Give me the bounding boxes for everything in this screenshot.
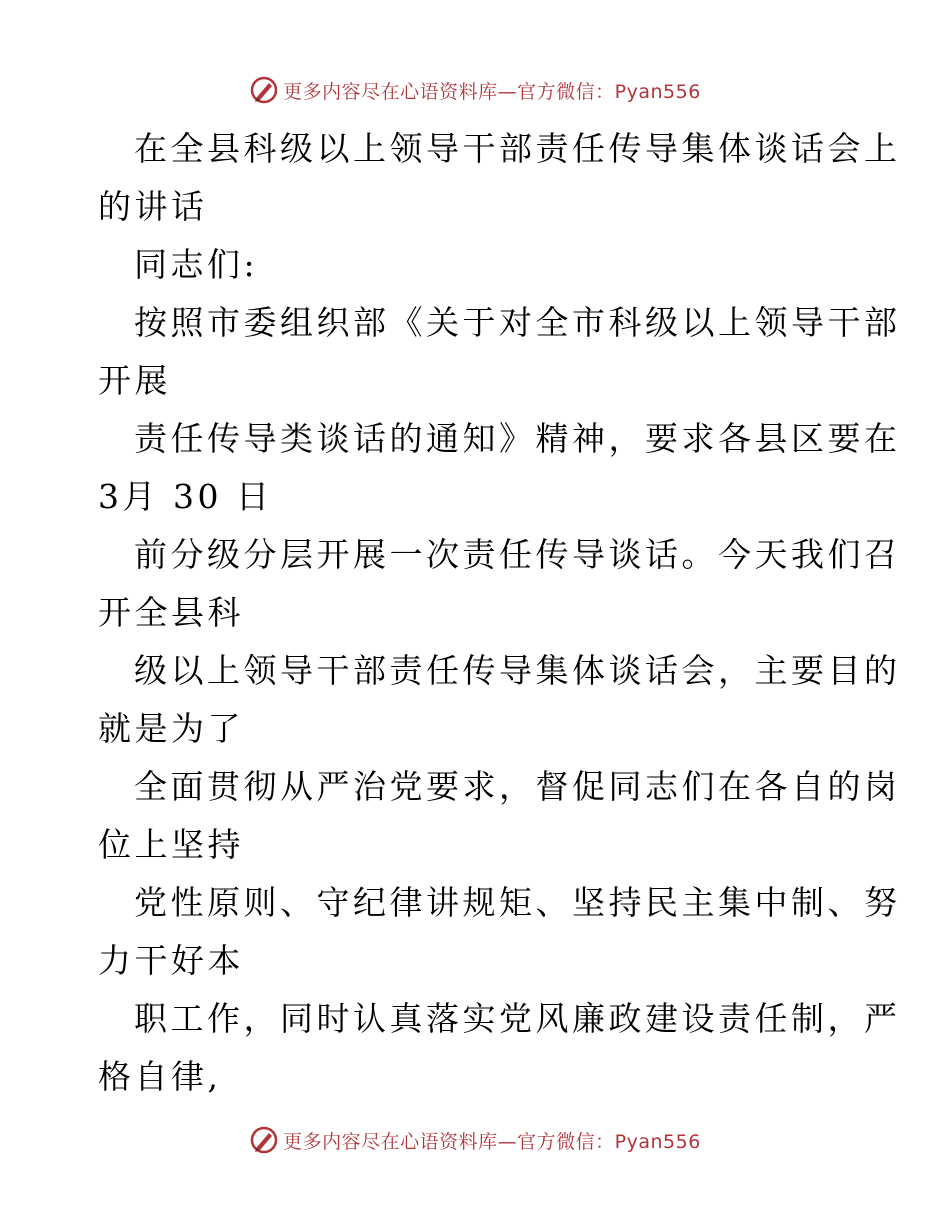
text-line: 按照市委组织部《关于对全市科级以上领导干部 — [134, 303, 901, 342]
pen-logo-icon — [249, 1125, 279, 1155]
text-line: 在全县科级以上领导干部责任传导集体谈话会上 — [134, 129, 901, 168]
text-line: 力干好本 — [98, 941, 244, 980]
footer-watermark — [0, 1120, 950, 1160]
text-line: 同志们: — [134, 245, 259, 284]
text-line: 党性原则、守纪律讲规矩、坚持民主集中制、努 — [134, 883, 901, 922]
text-line: 格自律, — [98, 1057, 222, 1096]
text-line: 责任传导类谈话的通知》精神，要求各县区要在 — [134, 419, 901, 458]
watermark-text: 更多内容尽在心语资料库—官方微信：Pyan556 — [283, 1130, 701, 1153]
header-watermark — [0, 70, 950, 110]
text-line: 开展 — [98, 361, 171, 400]
text-line: 开全县科 — [98, 593, 244, 632]
text-line: 前分级分层开展一次责任传导谈话。今天我们召 — [134, 535, 901, 574]
text-line: 就是为了 — [98, 709, 244, 748]
text-line: 全面贯彻从严治党要求，督促同志们在各自的岗 — [134, 767, 901, 806]
text-line: 3月 30 日 — [98, 477, 273, 516]
document-body — [98, 120, 901, 1106]
pen-logo-icon — [249, 75, 279, 105]
watermark-text: 更多内容尽在心语资料库—官方微信：Pyan556 — [283, 80, 701, 103]
text-line: 级以上领导干部责任传导集体谈话会，主要目的 — [134, 651, 901, 690]
text-line: 职工作，同时认真落实党风廉政建设责任制，严 — [134, 999, 901, 1038]
text-line: 的讲话 — [98, 187, 208, 226]
text-line: 位上坚持 — [98, 825, 244, 864]
